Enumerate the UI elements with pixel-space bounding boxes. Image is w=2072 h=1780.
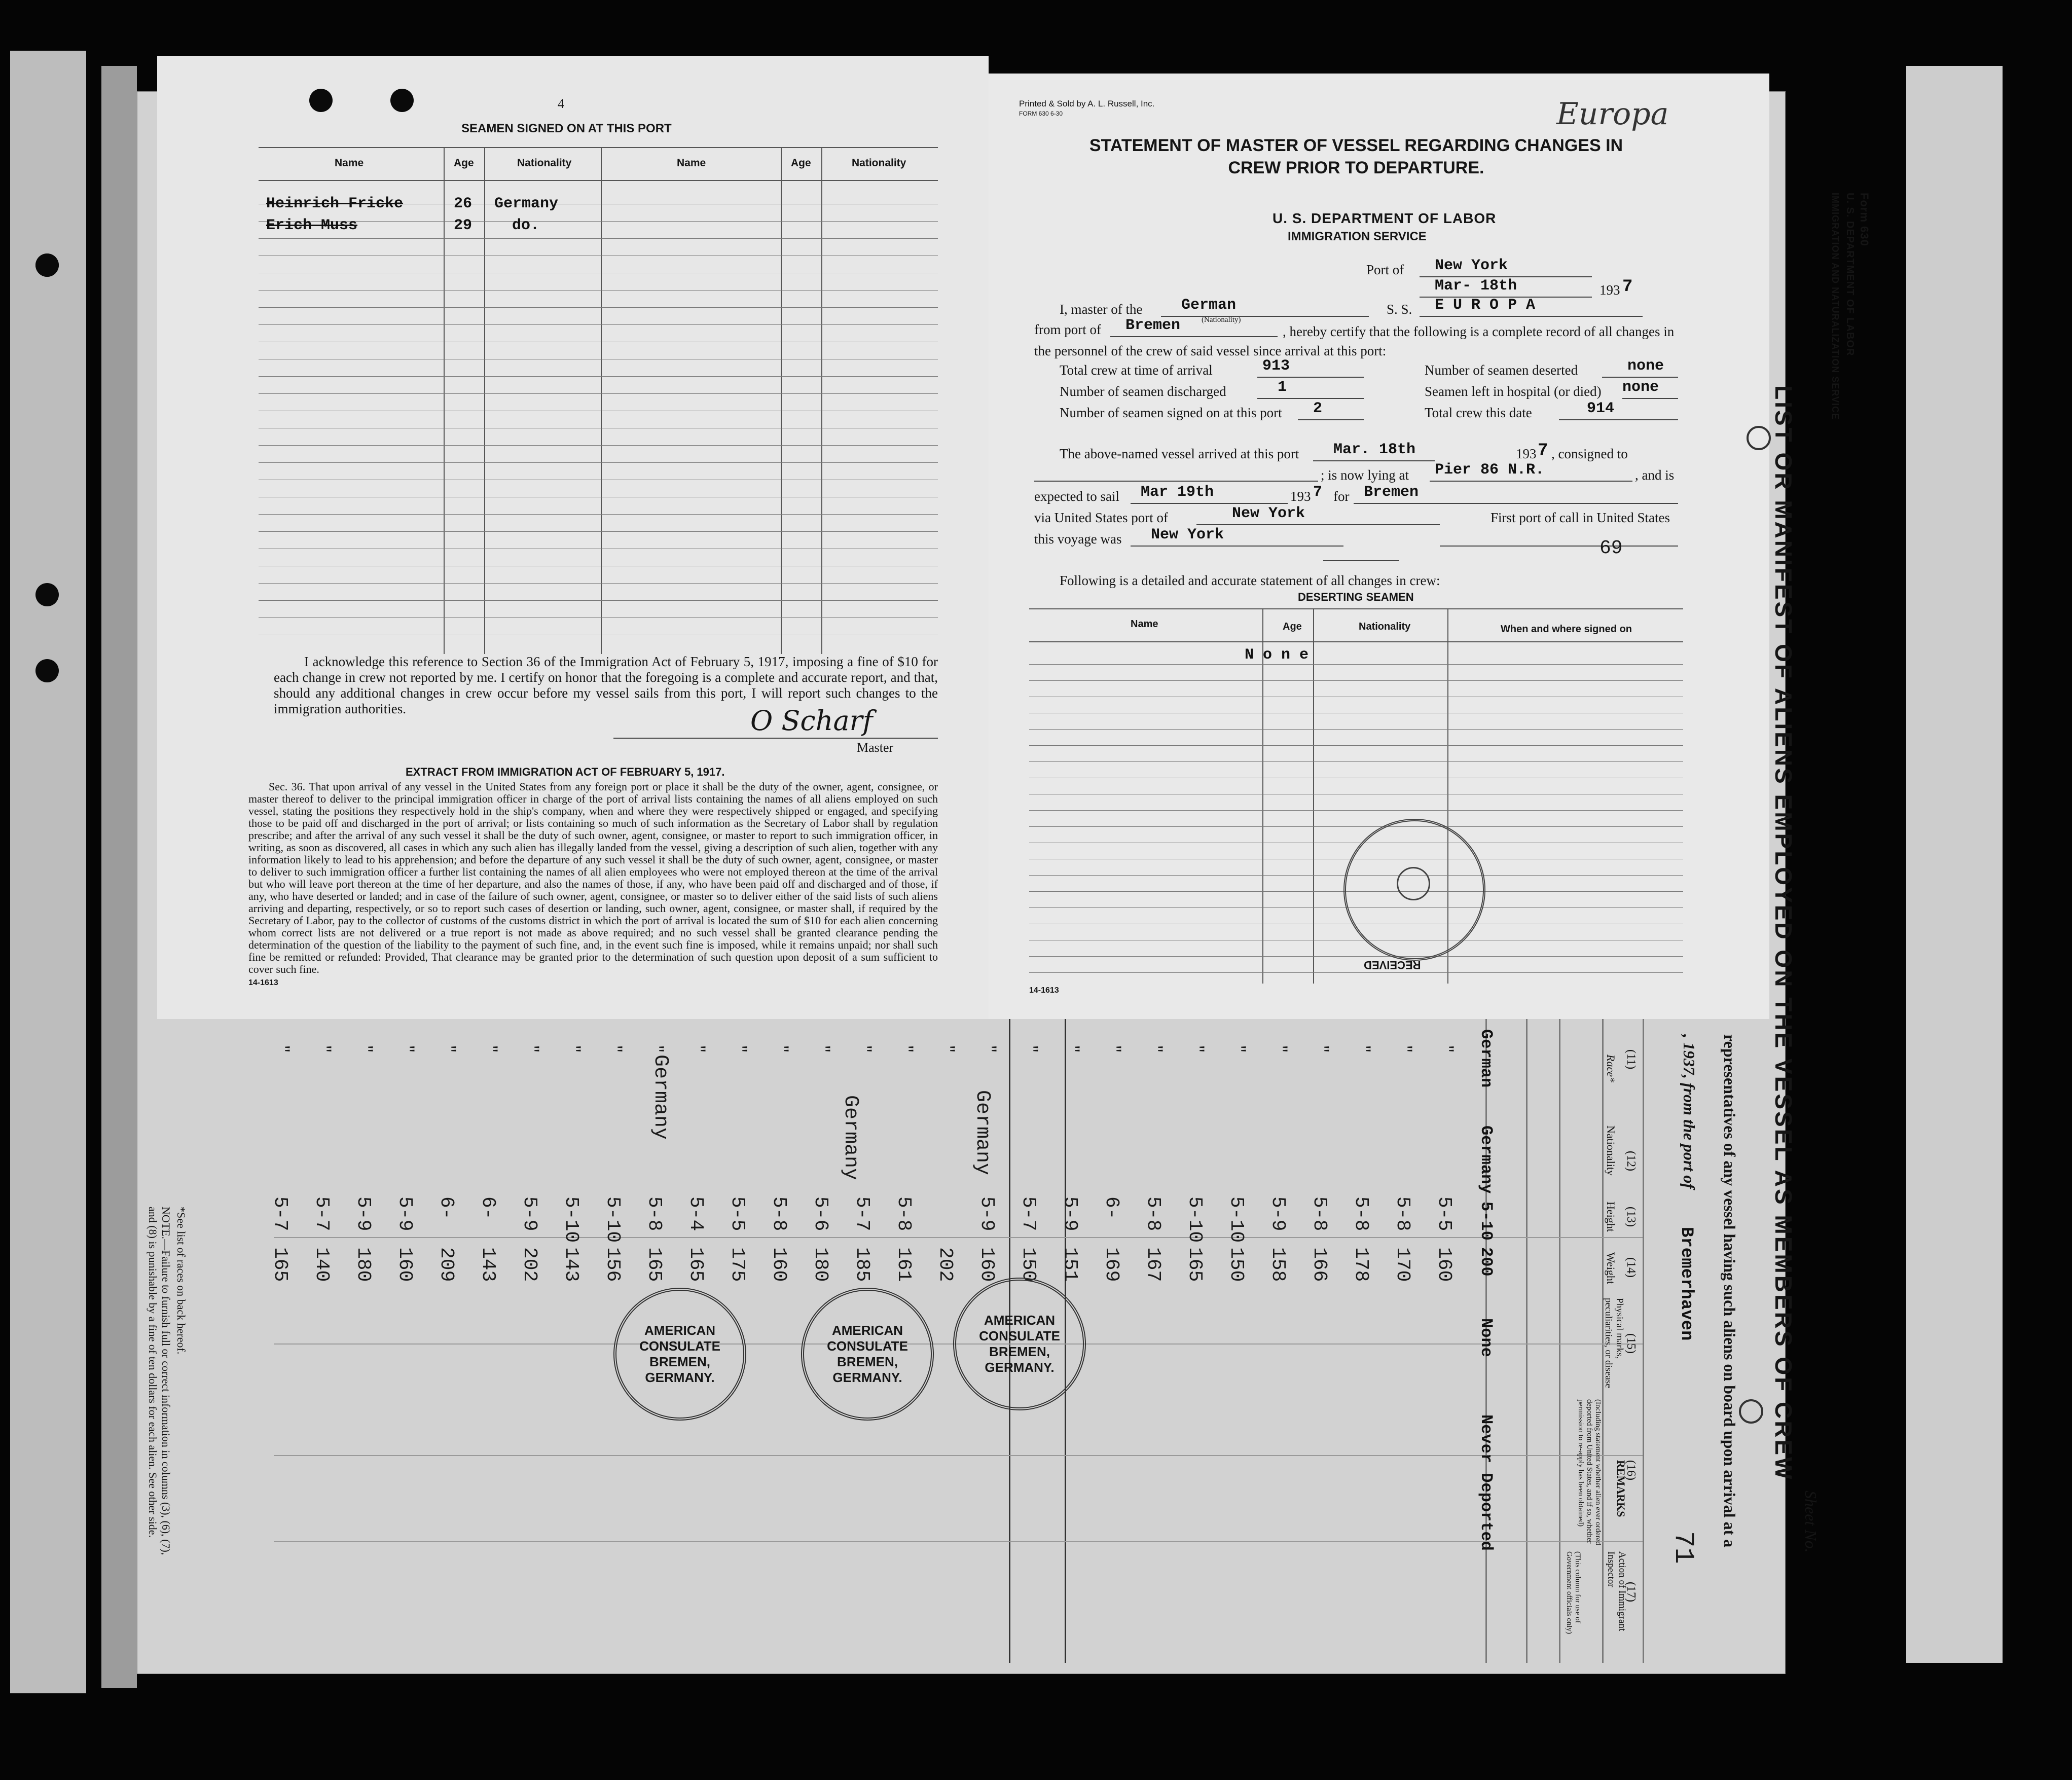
field-line	[1298, 419, 1364, 420]
table-vrule	[444, 147, 445, 654]
col-age: Age	[454, 157, 474, 169]
row-marks: None	[1477, 1318, 1496, 1357]
punch-hole	[390, 89, 414, 112]
ditto-mark: "	[689, 1044, 707, 1054]
field-line	[1440, 546, 1678, 547]
extract-text: Sec. 36. That upon arrival of any vessel in the United States from any foreign port or place it shall be the duty of the owner, agent, consignee, or master thereof to deliver to the principal immigration officer in charge of the port of arrival lists containing the names of all aliens employed on such vessel, stating the positions they respectively hold in the ship's company, when and where they were respectively shipped or engaged, and specifying those to be paid off and discharged in the port of arrival; or lists containing so much of such information as the Secretary of Labor shall by regulation prescribe; and after the arrival of any such vessel it shall be the duty of such owner, agent, consignee, or master to report to such immigration officer, in writing, as soon as discovered, all cases in which any such alien has illegally landed from the vessel, giving a description of such alien, together with any information likely to lead to his apprehension; and before the departure of any such vessel it shall be the duty of such owner, agent, consignee, or master to deliver to such immigration officer a further list containing the names of all alien employees who were not employed thereon at the time of the arrival but who will leave port thereon at the time of her departure, and also the names of those, if any, who have been paid off and discharged and of those, if any, who have deserted or landed; and in case of the failure of such owner, agent, consignee, or master so to deliver either of the said lists of such aliens arriving and departing, respectively, or so to report such cases of desertion or landing, such owner, agent, consignee, or master shall, if required by the Secretary of Labor, pay to the collector of customs of the customs district in which the port of arrival is located the sum of $10 for each alien concerning whom correct lists are not delivered or a true report is not made as above required; and no such vessel shall be granted clearance pending the determination of the question of the liability to the payment of such fine, and, in the event such fine is imposed, while it remains unpaid; nor shall such fine be remitted or refunded: Provided, That clearance may be granted prior to the determination of such question upon deposit of a sum sufficient to cover such fine.	[248, 780, 938, 975]
right-sheet	[989, 74, 1769, 1019]
ditto-mark: "	[357, 1044, 374, 1054]
ditto-mark: "	[1147, 1044, 1164, 1054]
manifest-weight-cell: 170	[1392, 1247, 1413, 1282]
manifest-weight-cell: 150	[1017, 1247, 1039, 1282]
column-number-14: (14)	[1624, 1257, 1638, 1278]
from-port-label: from port of	[1034, 322, 1101, 337]
table-row-line	[259, 238, 938, 239]
total-crew-date: 914	[1587, 400, 1615, 417]
manifest-height-cell: 5-7	[269, 1196, 291, 1231]
des-col-name: Name	[1131, 619, 1158, 630]
signature-line	[613, 738, 938, 739]
arrived-year-suffix: 7	[1538, 441, 1548, 460]
manifest-height-cell: 5-8	[1350, 1196, 1372, 1231]
ditto-mark: "	[1230, 1044, 1247, 1054]
manifest-from-port: Bremerhaven	[1677, 1227, 1696, 1341]
table-rule	[1029, 608, 1683, 609]
column-number-11: (11)	[1624, 1049, 1638, 1070]
table-row-line	[259, 514, 938, 515]
field-line	[1313, 460, 1435, 461]
manifest-weight-cell: 209	[435, 1247, 457, 1282]
des-col-when-where: When and where signed on	[1501, 624, 1632, 635]
expected-value: Mar 19th	[1141, 484, 1214, 501]
table-vrule	[781, 147, 782, 654]
received-stamp-label: RECEIVED	[1364, 959, 1421, 971]
manifest-weight-cell: 160	[976, 1247, 998, 1282]
manifest-height-cell: 5-8	[643, 1196, 665, 1231]
header-action: Action of Immigrant Inspector	[1606, 1551, 1627, 1631]
field-line	[1131, 546, 1343, 547]
seaman-nationality: do.	[512, 217, 540, 234]
binder-hole	[35, 659, 59, 682]
field-line	[1034, 481, 1318, 482]
expected-year-prefix: 193	[1290, 489, 1311, 504]
ditto-mark: "	[1188, 1044, 1206, 1054]
column-divider	[1643, 1014, 1644, 1663]
consulate-stamp	[613, 1288, 746, 1421]
manifest-height-cell: 5-9	[519, 1196, 540, 1231]
handwritten-69: 69	[1600, 537, 1623, 559]
manifest-height-cell: 5-9	[1267, 1196, 1289, 1231]
table-row-line	[259, 324, 938, 325]
handwritten-europa: Europa	[1556, 96, 1669, 132]
manifest-height-cell: 5-4	[685, 1196, 707, 1231]
table-row-line	[259, 307, 938, 308]
ditto-mark: "	[565, 1044, 582, 1054]
nationality-value: German	[1181, 297, 1237, 314]
col-name: Name	[335, 157, 364, 169]
manifest-weight-cell: 166	[1308, 1247, 1330, 1282]
table-vrule	[484, 147, 485, 654]
via-label: via United States port of	[1034, 510, 1168, 525]
field-line	[1131, 503, 1288, 504]
stamp-emblem-icon	[1397, 867, 1430, 900]
manifest-height-cell: 6-	[477, 1196, 499, 1220]
table-vrule	[1262, 608, 1263, 984]
ditto-mark: "	[606, 1044, 624, 1054]
statement-title: STATEMENT OF MASTER OF VESSEL REGARDING CHANGES IN CREW PRIOR TO DEPARTURE.	[1089, 136, 1623, 177]
first-call-label: First port of call in United States	[1491, 510, 1670, 525]
row-weight: 200	[1477, 1247, 1496, 1277]
extract-heading: EXTRACT FROM IMMIGRATION ACT OF FEBRUARY 5, 1917.	[406, 766, 725, 778]
field-line	[1602, 377, 1678, 378]
table-row-line	[259, 462, 938, 463]
manifest-weight-cell: 156	[602, 1247, 624, 1282]
action-caption: (This column for use of Government officials only)	[1565, 1551, 1582, 1634]
page-number: 4	[558, 96, 564, 111]
column-number-13: (13)	[1624, 1207, 1638, 1227]
col-age-2: Age	[791, 157, 811, 169]
header-height: Height	[1605, 1202, 1617, 1232]
statement-service: IMMIGRATION SERVICE	[1288, 230, 1427, 243]
table-row-line	[1029, 745, 1683, 746]
vessel-name: E U R O P A	[1435, 297, 1536, 314]
binder-hole	[35, 253, 59, 277]
table-vrule	[1313, 608, 1314, 984]
acknowledgement-text: I acknowledge this reference to Section 36 of the Immigration Act of February 5, 1917, imposing a fine of $10 for each change in crew not reported by me. I certify on honor that the foregoing is a complete and accurate report, and that, should any additional changes in crew occur before my vessel sails from this port, I will report such changes to the immigration authorities.	[274, 654, 938, 716]
manifest-weight-cell: 150	[1225, 1247, 1247, 1282]
table-row-line	[259, 221, 938, 222]
col-nationality: Nationality	[517, 157, 572, 169]
total-crew-arrival: 913	[1262, 357, 1290, 375]
footnote-races: *See list of races on back hereof.	[175, 1207, 188, 1355]
binder-hole	[35, 583, 59, 606]
table-vrule	[821, 147, 822, 654]
voyage-label: this voyage was	[1034, 531, 1122, 547]
manifest-height-cell: 5-10	[1225, 1196, 1247, 1243]
stamp-text: AMERICAN CONSULATE BREMEN, GERMANY.	[639, 1323, 720, 1385]
row-height: 5-10	[1477, 1202, 1496, 1241]
punch-hole	[309, 89, 333, 112]
ditto-mark: "	[856, 1044, 873, 1054]
left-in-hospital: none	[1622, 379, 1659, 396]
form-code: FORM 630 6-30	[1019, 110, 1063, 117]
arrived-year-prefix: 193	[1516, 446, 1537, 461]
ditto-mark: "	[1438, 1044, 1455, 1054]
ditto-mark: "	[482, 1044, 499, 1054]
arrived-value: Mar. 18th	[1333, 441, 1416, 458]
manifest-height-cell: 5-9	[1059, 1196, 1081, 1231]
ditto-mark: "	[897, 1044, 915, 1054]
ditto-mark: "	[1022, 1044, 1039, 1054]
manifest-height-cell: 5-8	[893, 1196, 915, 1231]
field-line	[1430, 481, 1632, 482]
master-label: Master	[857, 740, 894, 755]
manifest-subtitle: representatives of any vessel having such aliens on board upon arrival at a	[1721, 1034, 1739, 1548]
expected-label: expected to sail	[1034, 489, 1119, 504]
manifest-weight-cell: 169	[1101, 1247, 1122, 1282]
field-line	[1420, 316, 1643, 317]
manifest-height-cell: 5-8	[768, 1196, 790, 1231]
nationality-fragment: Germany	[649, 1055, 672, 1140]
ditto-mark: "	[1064, 1044, 1081, 1054]
ditto-mark: "	[1271, 1044, 1289, 1054]
table-rule	[1029, 641, 1683, 642]
manifest-height-cell: 5-9	[976, 1196, 998, 1231]
manifest-height-cell: 5-9	[394, 1196, 416, 1231]
following-text: Following is a detailed and accurate statement of all changes in crew:	[1060, 573, 1440, 588]
seamen-deserted-label: Number of seamen deserted	[1425, 362, 1578, 378]
header-nationality: Nationality	[1605, 1125, 1617, 1176]
manifest-weight-cell: 158	[1267, 1247, 1289, 1282]
column-number-16: (16)	[1624, 1460, 1638, 1480]
voyage-value: New York	[1151, 526, 1224, 543]
field-line	[1196, 524, 1440, 525]
des-col-nationality: Nationality	[1359, 621, 1411, 632]
lying-value: Pier 86 N.R.	[1435, 461, 1545, 479]
table-rule	[259, 147, 938, 148]
column-number-15: (15)	[1624, 1333, 1638, 1354]
deserting-entry: N o n e	[1245, 646, 1309, 664]
header-race: Race*	[1605, 1055, 1617, 1082]
ditto-mark: "	[274, 1044, 291, 1054]
table-row-line	[1029, 972, 1683, 973]
ditto-mark: "	[398, 1044, 416, 1054]
master-of-label: I, master of the	[1060, 302, 1143, 317]
lying-label: ; is now lying at	[1321, 467, 1409, 483]
consigned-label: , consigned to	[1551, 446, 1628, 461]
row-nationality: Germany	[1477, 1125, 1496, 1194]
remarks-caption: (Including statement whether alien ever ordered deported from United States, and if so, whether permission to re-apply has been obtained)	[1577, 1399, 1602, 1545]
manifest-weight-cell: 178	[1350, 1247, 1372, 1282]
table-row-line	[259, 376, 938, 377]
manifest-height-cell: 5-5	[1433, 1196, 1455, 1231]
table-row-line	[259, 445, 938, 446]
left-footer-code: 14-1613	[248, 978, 278, 987]
seaman-nationality: Germany	[494, 195, 559, 212]
ditto-mark: "	[1313, 1044, 1330, 1054]
nationality-fragment: Germany	[971, 1090, 994, 1176]
punch-hole	[1747, 426, 1771, 450]
nationality-fragment: Germany	[839, 1095, 862, 1181]
seaman-name: Heinrich Fricke	[266, 195, 404, 212]
des-col-age: Age	[1283, 621, 1302, 632]
manifest-sheet-number: 71	[1667, 1531, 1698, 1564]
deserting-heading: DESERTING SEAMEN	[1298, 591, 1414, 603]
ditto-mark: "	[1396, 1044, 1413, 1054]
header-weight: Weight	[1605, 1252, 1617, 1284]
ditto-mark: "	[1355, 1044, 1372, 1054]
ditto-mark: "	[980, 1044, 998, 1054]
row-remarks: Never Deported	[1477, 1414, 1496, 1551]
column-divider	[1559, 1014, 1560, 1663]
ditto-mark: "	[773, 1044, 790, 1054]
manifest-weight-cell: 165	[1184, 1247, 1206, 1282]
manifest-height-cell: 5-5	[726, 1196, 748, 1231]
seamen-deserted: none	[1627, 357, 1664, 375]
column-number-12: (12)	[1624, 1151, 1638, 1171]
table-vrule	[601, 147, 602, 654]
manifest-height-cell: 5-9	[352, 1196, 374, 1231]
row-divider	[274, 1237, 1643, 1238]
consulate-stamp	[801, 1288, 934, 1421]
row-divider	[274, 1455, 1643, 1456]
year-prefix: 193	[1600, 282, 1620, 298]
manifest-year-from-port: , 1937, from the port of	[1680, 1034, 1698, 1189]
manifest-weight-cell: 143	[477, 1247, 499, 1282]
total-crew-arrival-label: Total crew at time of arrival	[1060, 362, 1213, 378]
field-line	[1161, 316, 1369, 317]
from-port-value: Bremen	[1125, 317, 1181, 334]
seamen-discharged-label: Number of seamen discharged	[1060, 384, 1226, 399]
table-row-line	[1029, 956, 1683, 957]
seamen-signed-heading: SEAMEN SIGNED ON AT THIS PORT	[461, 122, 672, 135]
table-row-line	[259, 393, 938, 394]
column-divider	[1526, 1014, 1528, 1663]
manifest-height-cell: 5-8	[1308, 1196, 1330, 1231]
manifest-height-cell: 6-	[435, 1196, 457, 1220]
certify-text: , hereby certify that the following is a complete record of all changes in the personnel of the crew of said vessel since arrival at this port:	[1034, 324, 1675, 358]
port-value: New York	[1435, 257, 1508, 274]
received-stamp	[1343, 819, 1485, 961]
form-number: Form 630	[1858, 193, 1871, 246]
manifest-height-cell: 5-10	[560, 1196, 582, 1243]
stamp-text: AMERICAN CONSULATE BREMEN, GERMANY.	[979, 1313, 1060, 1375]
manifest-height-cell: 5-7	[311, 1196, 333, 1231]
manifest-weight-cell: 160	[768, 1247, 790, 1282]
table-row-line	[1029, 826, 1683, 827]
manifest-weight-cell: 160	[394, 1247, 416, 1282]
table-row-line	[1029, 664, 1683, 665]
seaman-age: 29	[454, 217, 472, 234]
consulate-stamp	[953, 1278, 1086, 1410]
table-row-line	[1029, 761, 1683, 762]
manifest-height-cell: 5-7	[1017, 1196, 1039, 1231]
table-row-line	[259, 531, 938, 532]
field-line	[1257, 377, 1364, 378]
signed-on: 2	[1313, 400, 1323, 417]
ditto-mark: "	[648, 1044, 665, 1054]
master-signature: O Scharf	[750, 705, 873, 737]
background-page-strip	[10, 51, 86, 1693]
short-rule	[1323, 560, 1399, 561]
field-line	[1354, 503, 1678, 504]
form-service: IMMIGRATION AND NATURALIZATION SERVICE	[1830, 193, 1840, 420]
manifest-height-cell: 5-8	[1392, 1196, 1413, 1231]
stamp-text: AMERICAN CONSULATE BREMEN, GERMANY.	[827, 1323, 908, 1385]
ditto-mark: "	[440, 1044, 457, 1054]
printer-note: Printed & Sold by A. L. Russell, Inc.	[1019, 99, 1155, 108]
manifest-weight-cell: 175	[726, 1247, 748, 1282]
row-race: German	[1477, 1029, 1496, 1088]
field-line	[1559, 419, 1678, 420]
col-name-2: Name	[677, 157, 706, 169]
row-divider	[274, 1541, 1643, 1542]
manifest-weight-cell: 180	[810, 1247, 831, 1282]
manifest-height-cell: 5-6	[810, 1196, 831, 1231]
manifest-weight-cell: 165	[685, 1247, 707, 1282]
table-row-line	[1029, 810, 1683, 811]
manifest-title: LIST OR MANIFEST OF ALIENS EMPLOYED ON THE VESSEL AS MEMBERS OF CREW	[1770, 385, 1797, 1481]
and-is-label: , and is	[1635, 467, 1675, 483]
left-sheet	[157, 56, 989, 1019]
ditto-mark: "	[939, 1044, 956, 1054]
manifest-weight-cell: 167	[1142, 1247, 1164, 1282]
left-in-hospital-label: Seamen left in hospital (or died)	[1425, 384, 1602, 399]
field-line	[1622, 398, 1678, 399]
for-label: for	[1333, 489, 1350, 504]
total-crew-date-label: Total crew this date	[1425, 405, 1532, 420]
manifest-weight-cell: 161	[893, 1247, 915, 1282]
manifest-height-cell: 5-10	[602, 1196, 624, 1243]
punch-hole	[1739, 1399, 1763, 1424]
ditto-mark: "	[731, 1044, 748, 1054]
table-row-line	[259, 617, 938, 618]
header-physical-marks: Physical marks, peculiarities, or disease	[1603, 1298, 1625, 1388]
manifest-weight-cell: 140	[311, 1247, 333, 1282]
seaman-age: 26	[454, 195, 472, 212]
port-label: Port of	[1366, 262, 1404, 277]
arrived-label: The above-named vessel arrived at this port	[1060, 446, 1299, 461]
seaman-name: Erich Muss	[266, 217, 358, 234]
table-rule	[259, 180, 938, 181]
manifest-weight-cell: 165	[269, 1247, 291, 1282]
manifest-weight-cell: 165	[643, 1247, 665, 1282]
ditto-mark: "	[523, 1044, 540, 1054]
ditto-mark: "	[315, 1044, 333, 1054]
table-row-line	[1029, 680, 1683, 681]
ditto-mark: "	[814, 1044, 831, 1054]
table-row-line	[259, 600, 938, 601]
table-row-line	[1029, 729, 1683, 730]
manifest-height-cell: 5-7	[851, 1196, 873, 1231]
date-value: Mar- 18th	[1435, 277, 1517, 295]
manifest-weight-cell: 202	[519, 1247, 540, 1282]
ditto-mark: "	[1105, 1044, 1122, 1054]
background-page-strip	[101, 66, 137, 1688]
col-nationality-2: Nationality	[852, 157, 906, 169]
manifest-weight-cell: 151	[1059, 1247, 1081, 1282]
footnote-note: NOTE.—Failure to furnish full or correct information in columns (3), (6), (7), and (8) is punishable by a fine of ten dollars for each alien. See other side.	[147, 1207, 172, 1555]
table-row-line	[259, 583, 938, 584]
manifest-weight-cell: 185	[851, 1247, 873, 1282]
for-value: Bremen	[1364, 484, 1419, 501]
via-value: New York	[1232, 505, 1305, 522]
column-number-17: (17)	[1624, 1582, 1638, 1602]
expected-year-suffix: 7	[1313, 484, 1323, 501]
field-line	[1257, 398, 1364, 399]
manifest-weight-cell: 160	[1433, 1247, 1455, 1282]
manifest-height-cell: 5-8	[1142, 1196, 1164, 1231]
seamen-discharged: 1	[1278, 379, 1287, 396]
manifest-height-cell: 6-	[1101, 1196, 1122, 1220]
ss-label: S. S.	[1387, 302, 1412, 317]
form-id-strip	[1906, 66, 2003, 1663]
statement-department: U. S. DEPARTMENT OF LABOR	[1273, 210, 1497, 226]
header-remarks: REMARKS	[1615, 1460, 1627, 1517]
signed-on-label: Number of seamen signed on at this port	[1060, 405, 1282, 420]
year-suffix: 7	[1622, 277, 1633, 297]
right-footer-code: 14-1613	[1029, 986, 1059, 995]
manifest-weight-cell: 143	[560, 1247, 582, 1282]
nationality-caption: (Nationality)	[1202, 316, 1241, 324]
manifest-weight-cell: 202	[934, 1247, 956, 1282]
form-department: U. S. DEPARTMENT OF LABOR	[1844, 193, 1856, 356]
manifest-sheet-label: Sheet No.	[1802, 1491, 1820, 1553]
manifest-weight-cell: 180	[352, 1247, 374, 1282]
manifest-height-cell: 5-10	[1184, 1196, 1206, 1243]
